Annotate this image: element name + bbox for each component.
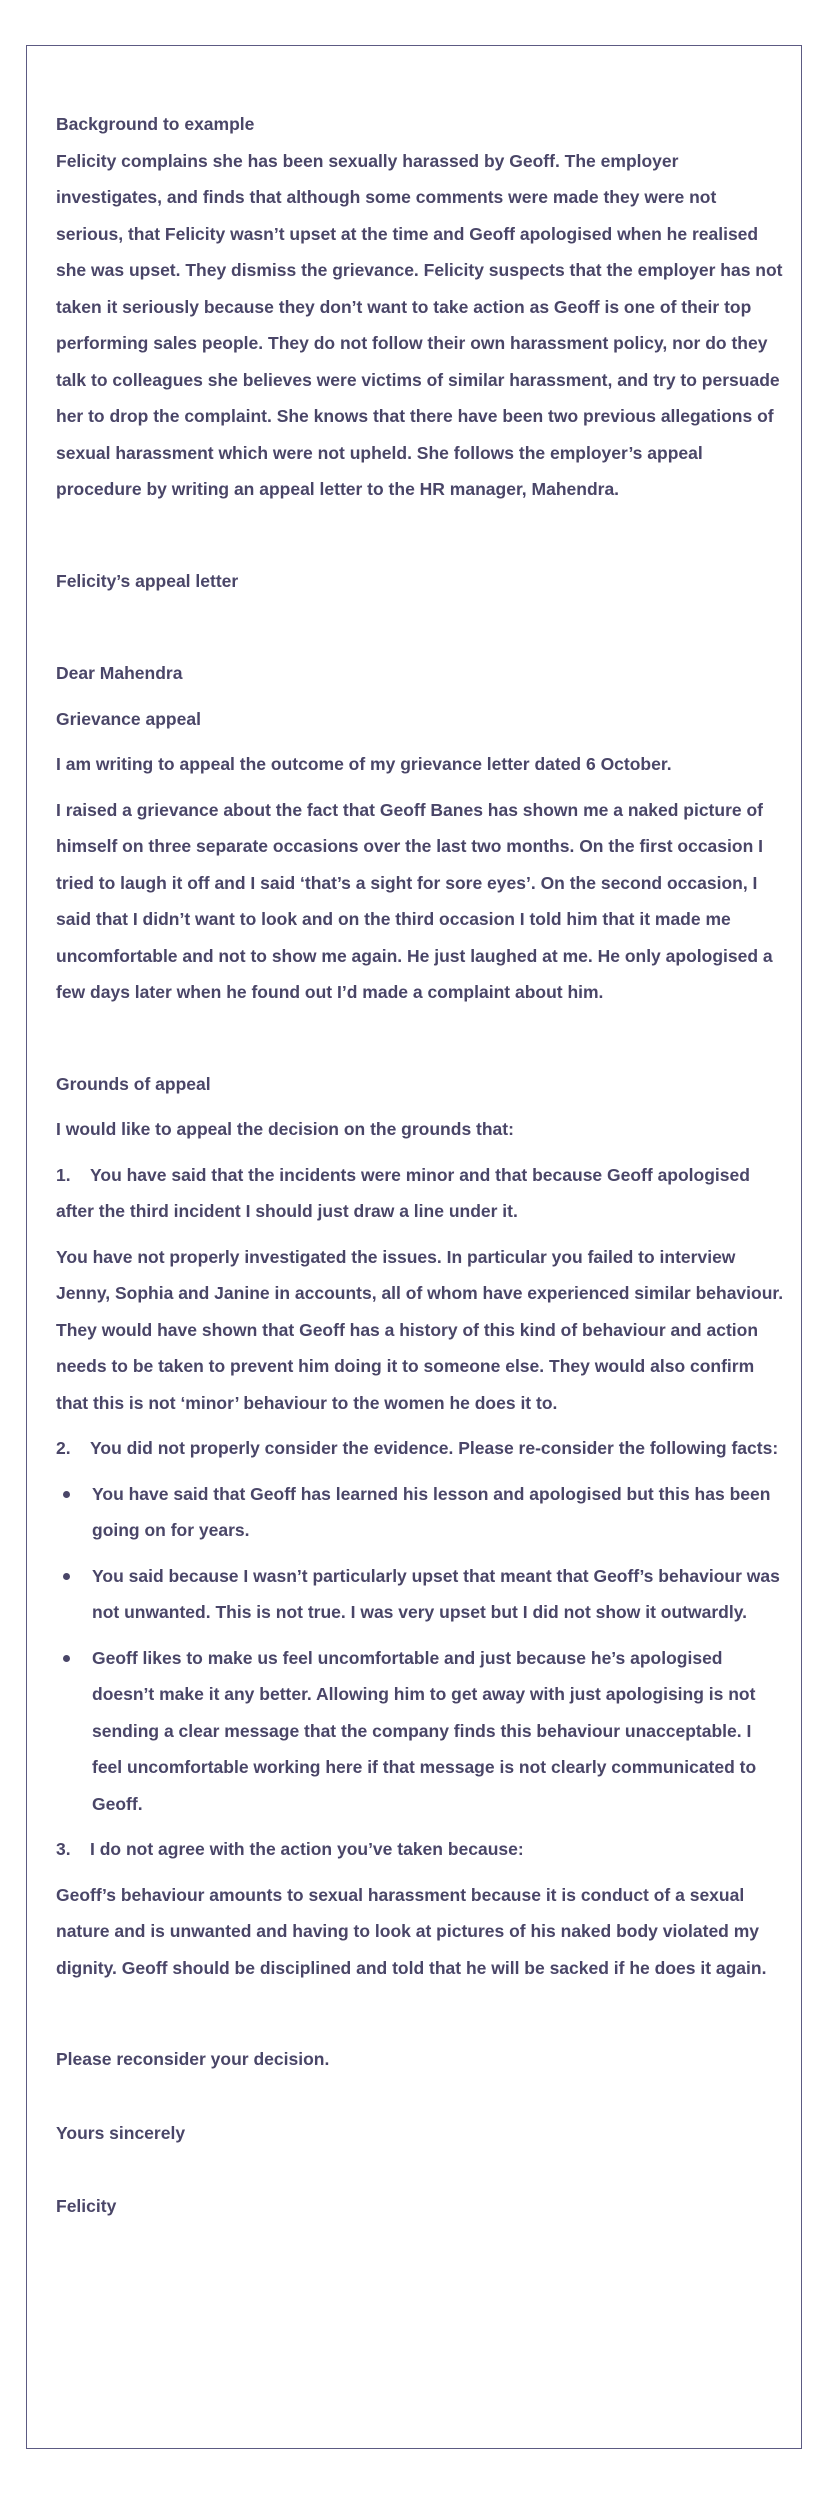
letter-subject: Grievance appeal — [56, 708, 201, 729]
signoff: Yours sincerely — [56, 2122, 186, 2143]
list-item: You said because I wasn’t particularly upset that meant that Geoff’s behaviour was not unwanted. This is not true. I was very upset but I did not show it outwardly. — [56, 1558, 786, 1631]
ground-1-detail: You have not properly investigated the issues. In particular you failed to interview Jenny, Sophia and Janine in accounts, all of whom have experienced similar behaviour. They would have shown that Geoff has a history of this kind of behaviour and action needs to be taken to prevent him doing it to someone else. They would also confirm that this is not ‘minor’ behaviour to the women he does it to. — [56, 1246, 784, 1413]
grounds-heading: Grounds of appeal — [56, 1073, 211, 1094]
background-text: Felicity complains she has been sexually harassed by Geoff. The employer investigates, and finds that although some comments were made they were not serious, that Felicity wasn’t upset at the time and Geoff apologised when he realised she was upset. They dismiss the grievance. Felicity suspects that the employer has not taken it seriously because they don’t want to take action as Geoff is one of their top performing sales people. They do not follow their own harassment policy, nor do they talk to colleagues she believes were victims of similar harassment, and try to persuade her to drop the complaint. She knows that there have been two previous allegations of sexual harassment which were not upheld. She follows the employer’s appeal procedure by writing an appeal letter to the HR manager, Mahendra. — [56, 150, 783, 499]
bullet-icon — [63, 1491, 70, 1498]
list-item: You have said that Geoff has learned his lesson and apologised but this has been going on for years. — [56, 1476, 786, 1549]
ground-2 — [56, 1430, 786, 1467]
letter-intro: I am writing to appeal the outcome of my grievance letter dated 6 October. — [56, 754, 672, 774]
bullet-icon — [63, 1655, 70, 1662]
complaint-paragraph: I raised a grievance about the fact that Geoff Banes has shown me a naked picture of himself on three separate occasions over the last two months. On the first occasion I tried to laugh it off and I said ‘that’s a sight for sore eyes’. On the second occasion, I said that I didn’t want to look and on the third occasion I told him that it made me uncomfortable and not to show me again. He just laughed at me. He only apologised a few days later when he found out I’d made a complaint about him. — [56, 799, 773, 1002]
grounds-intro: I would like to appeal the decision on the grounds that: — [56, 1119, 514, 1139]
background-heading: Background to example — [56, 114, 255, 134]
bullet-icon — [63, 1573, 70, 1580]
ground-3 — [56, 1831, 786, 1868]
ground-1 — [56, 1157, 786, 1230]
ground-1-number: 1. — [56, 1164, 71, 1185]
closing-request: Please reconsider your decision. — [56, 2049, 330, 2069]
ground-3-text: I do not agree with the action you’ve taken because: — [90, 1839, 524, 1859]
ground-2-text: You did not properly consider the evidence. Please re-consider the following facts: — [90, 1438, 779, 1458]
salutation: Dear Mahendra — [56, 663, 183, 683]
facts-list — [56, 1476, 786, 1823]
ground-3-number: 3. — [56, 1839, 71, 1859]
document-body — [56, 106, 786, 2225]
signature: Felicity — [56, 2196, 117, 2216]
ground-1-text: You have said that the incidents were minor and that because Geoff apologised after the third incident I should just draw a line under it. — [56, 1164, 750, 1221]
ground-2-number: 2. — [56, 1438, 71, 1458]
ground-3-detail: Geoff’s behaviour amounts to sexual harassment because it is conduct of a sexual nature and is unwanted and having to look at pictures of his naked body violated my dignity. Geoff should be disciplined and told that he will be sacked if he does it again. — [56, 1884, 767, 1978]
list-item: Geoff likes to make us feel uncomfortable and just because he’s apologised doesn’t make it any better. Allowing him to get away with just apologising is not sending a clear message that the company finds this behaviour unacceptable. I feel uncomfortable working here if that message is not clearly communicated to Geoff. — [56, 1640, 786, 1823]
letter-heading: Felicity’s appeal letter — [56, 570, 239, 591]
